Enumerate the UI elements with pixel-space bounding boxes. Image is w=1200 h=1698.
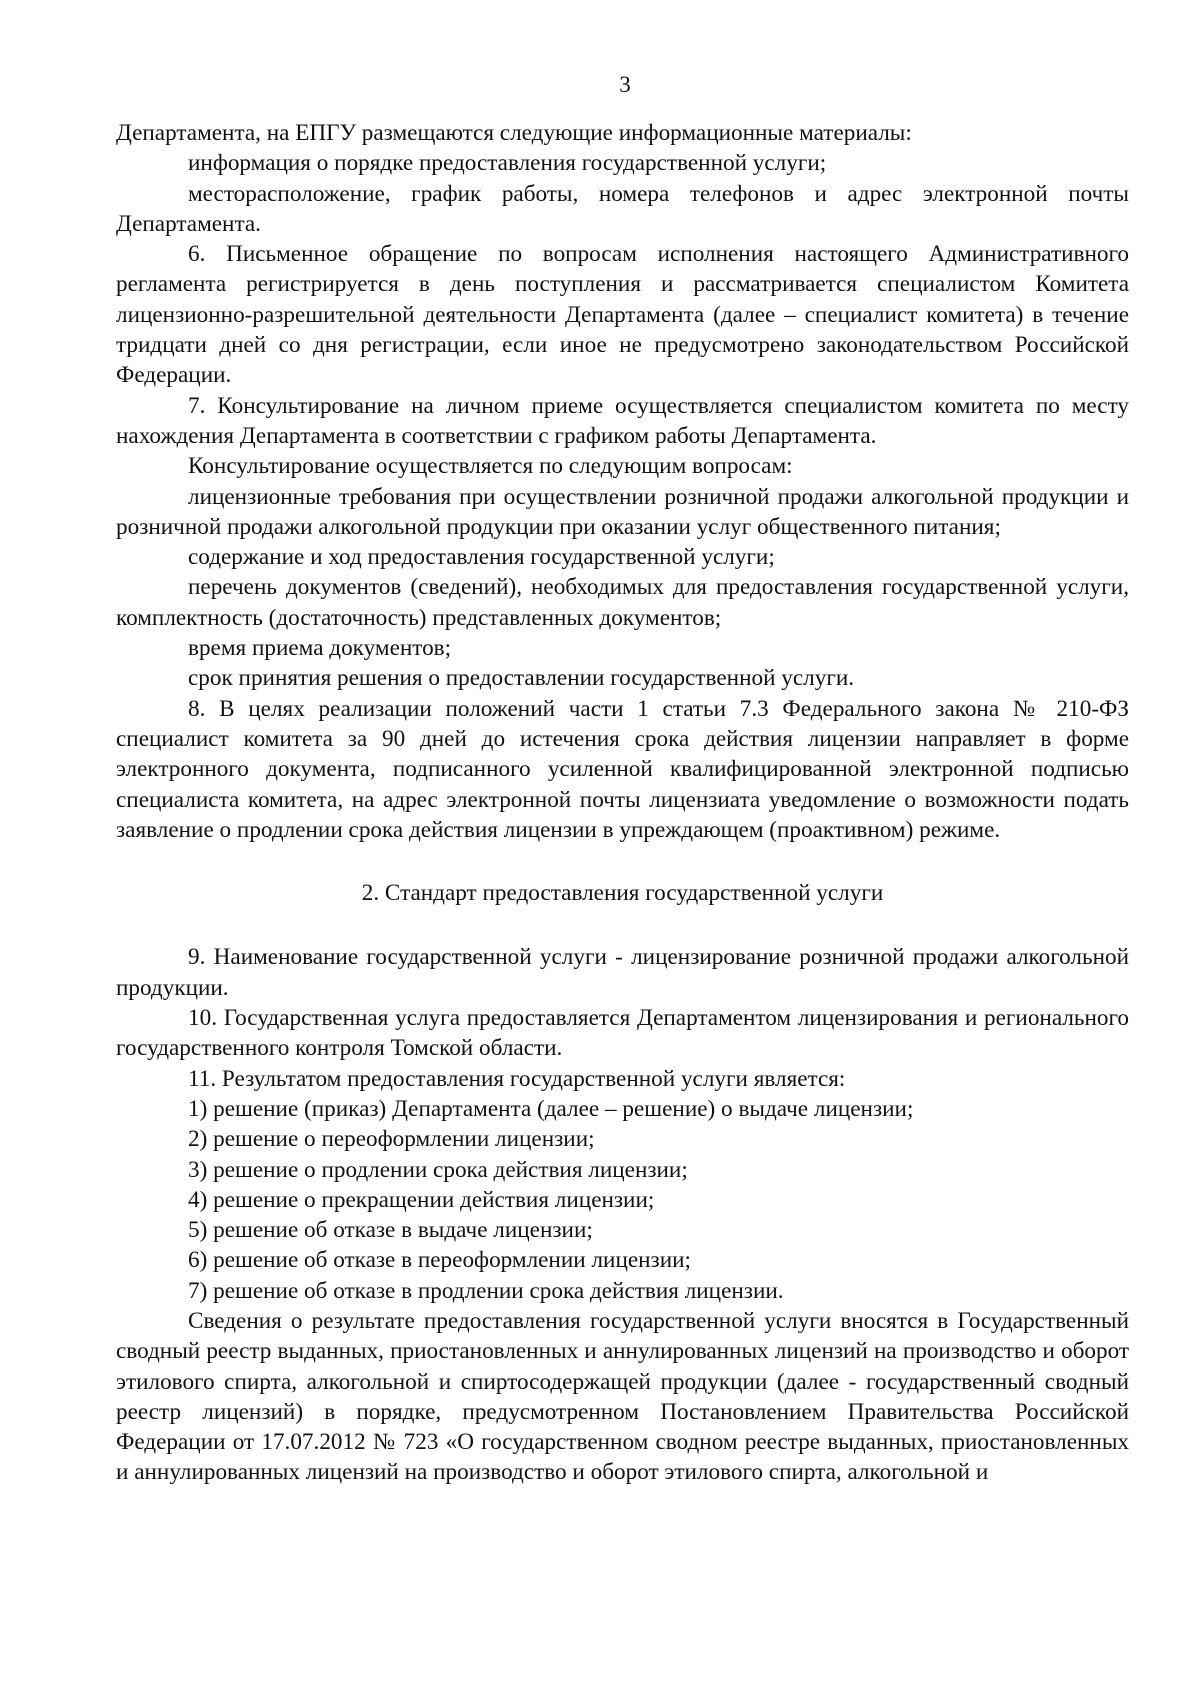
list-item-info-procedure: информация о порядке предоставления государственной услуги; [188, 150, 827, 177]
page-number: 3 [619, 72, 631, 97]
result-item-3: 3) решение о продлении срока действия лицензии; [188, 1156, 688, 1183]
list-item-reception-time: время приема документов; [188, 635, 452, 662]
paragraph-11: 11. Результатом предоставления государственной услуги является: [188, 1065, 846, 1092]
paragraph-consulting-topics: Консультирование осуществляется по следующим вопросам: [188, 453, 793, 480]
paragraph-6: 6. Письменное обращение по вопросам исполнения настоящего Административного регламента регистрируется в день поступления и рассматривается специалистом Комитета лицензионно-разрешительной деятельности Департамента (далее – специалист комитета) в течение тридцати дней со дня регистрации, если иное не предусмотрено законодательством Российской Федерации. [116, 241, 1129, 389]
result-item-2: 2) решение о переоформлении лицензии; [188, 1126, 595, 1153]
result-item-1: 1) решение (приказ) Департамента (далее – решение) о выдаче лицензии; [188, 1095, 914, 1122]
paragraph-9: 9. Наименование государственной услуги - лицензирование розничной продажи алкогольной продукции. [116, 944, 1129, 1001]
paragraph-10: 10. Государственная услуга предоставляется Департаментом лицензирования и регионального государственного контроля Томской области. [116, 1005, 1129, 1062]
list-item-documents: перечень документов (сведений), необходимых для предоставления государственной услуги, комплектность (достаточность) представленных документов; [116, 574, 1129, 631]
paragraph-registry-info: Сведения о результате предоставления государственной услуги вносятся в Государственный сводный реестр выданных, приостановленных и аннулированных лицензий на производство и оборот этилового спирта, алкогольной и спиртосодержащей продукции (далее - государственный сводный реестр лицензий) в порядке, предусмотренном Постановлением Правительства Российской Федерации от 17.07.2012 № 723 «О государственном сводном реестре выданных, приостановленных и аннулированных лицензий на производство и оборот этилового спирта, алкогольной и [116, 1307, 1129, 1486]
result-item-5: 5) решение об отказе в выдаче лицензии; [188, 1217, 593, 1244]
list-item-decision-term: срок принятия решения о предоставлении государственной услуги. [188, 665, 855, 692]
document-body [116, 118, 1129, 1488]
paragraph-8: 8. В целях реализации положений части 1 статьи 7.3 Федерального закона № 210-ФЗ специалист комитета за 90 дней до истечения срока действия лицензии направляет в форме электронного документа, подписанного усиленной квалифицированной электронной подписью специалиста комитета, на адрес электронной почты лицензиата уведомление о возможности подать заявление о продлении срока действия лицензии в упреждающем (проактивном) режиме. [116, 695, 1129, 843]
result-item-6: 6) решение об отказе в переоформлении лицензии; [188, 1247, 691, 1274]
paragraph-7: 7. Консультирование на личном приеме осуществляется специалистом комитета по месту нахождения Департамента в соответствии с графиком работы Департамента. [116, 392, 1129, 449]
list-item-service-progress: содержание и ход предоставления государственной услуги; [188, 544, 775, 571]
result-item-4: 4) решение о прекращении действия лицензии; [188, 1186, 655, 1213]
paragraph-continuation: Департамента, на ЕПГУ размещаются следующие информационные материалы: [116, 120, 912, 146]
list-item-license-requirements: лицензионные требования при осуществлении розничной продажи алкогольной продукции и розничной продажи алкогольной продукции при оказании услуг общественного питания; [116, 483, 1129, 540]
result-item-7: 7) решение об отказе в продлении срока действия лицензии. [188, 1277, 784, 1304]
list-item-location: месторасположение, график работы, номера телефонов и адрес электронной почты Департамента. [116, 180, 1129, 237]
section-heading: 2. Стандарт предоставления государственной услуги [361, 880, 884, 907]
